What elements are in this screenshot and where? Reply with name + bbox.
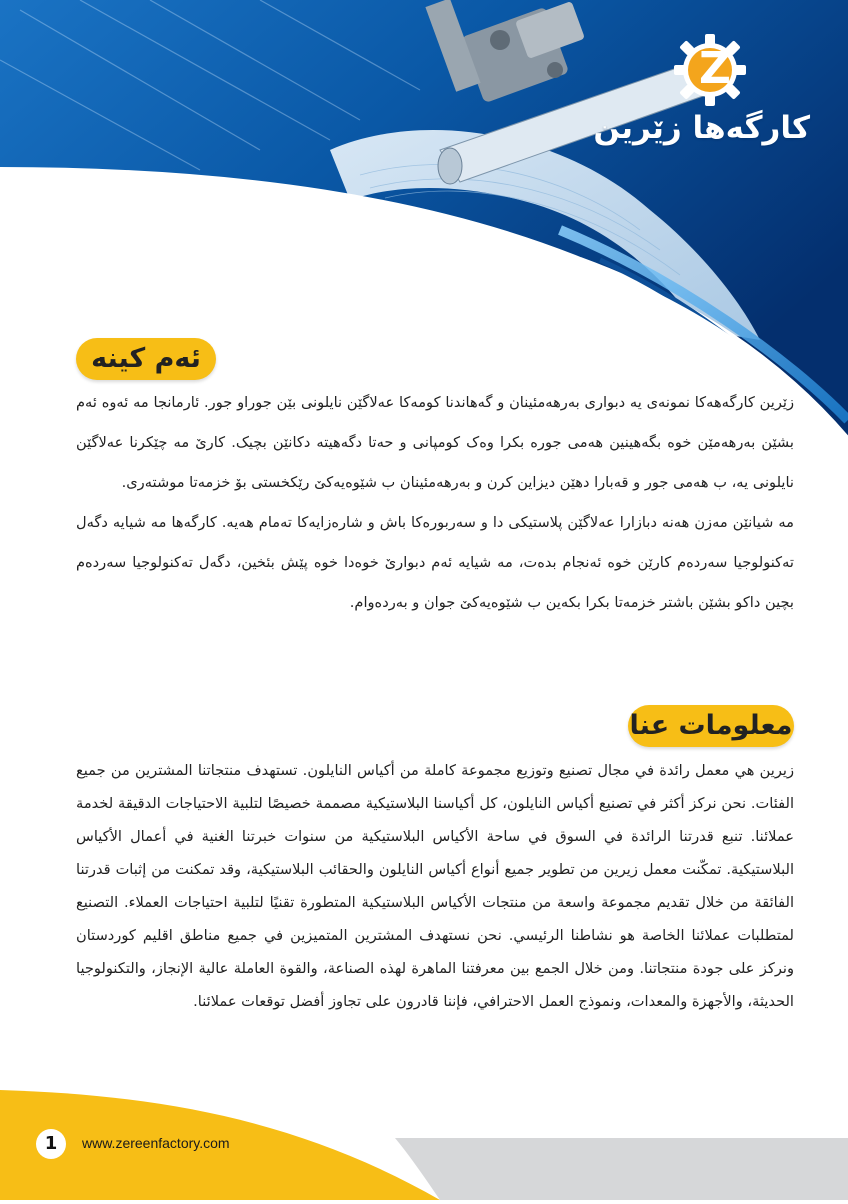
company-logo (593, 28, 810, 158)
company-name: کارگەها زێرین (593, 110, 810, 146)
section-body-arabic (76, 754, 794, 1018)
kurdish-paragraph-1: زێرین کارگەهەکا نمونەی یە دبواری بەرهەمئینان و گەهاندنا کومەکا عەلاگێن نایلونی بێن جوراو جور. ئارمانجا مە ئەوە ئەم بشێن بەرهەمێن خوە بگەهینین هەمی جورە بکرا وەک کومپانی و حەتا دگەهیتە دکانێن بچیک. کارێ مە چێکرنا عەلاگێن نایلونی یە، ب هەمی جور و قەبارا دهێن دیزاین کرن و بەرهەمئینان ب شێوەیەکێ رێکخستی بۆ خزمەتا موشتەری. (76, 394, 794, 491)
arabic-paragraph: زيرين هي معمل رائدة في مجال تصنيع وتوزيع مجموعة كاملة من أكياس النايلون. تستهدف منتجاتنا المشترين من جميع الفئات. نحن نركز أكثر في تصنيع أكياس النايلون، كل أكياسنا البلاستيكية مصممة خصيصًا لتلبية الاحتياجات الدقيقة لخدمة عملائنا. تنبع قدرتنا الرائدة في السوق في ساحة الأكياس البلاستيكية من سنوات خبرتنا الغنية في أعمال الأكياس البلاستيكية. تمكّنت معمل زيرين من تطوير جميع أنواع أكياس النايلون والحقائب البلاستيكية، وقد تمكنت من إثبات قدرتنا الفائقة من خلال تقديم مجموعة واسعة من منتجات الأكياس البلاستيكية المتطورة تقنيًا لتلبية احتياجات العملاء. التصنيع لمتطلبات عملائنا الخاصة هو نشاطنا الرئيسي. نحن نستهدف المشترين المتميزين في جميع مناطق اقليم كوردستان ونركز على جودة منتجاتنا. ومن خلال الجمع بين معرفتنا الماهرة لهذه الصناعة، والقوة العاملة عالية الإنجاز، والتكنولوجيا الحديثة، والأجهزة والمعدات، ونموذج العمل الاحترافي، فإننا قادرون على تجاوز أفضل توقعات عملائنا. (76, 762, 794, 1010)
website-link[interactable]: www.zereenfactory.com (82, 1135, 230, 1151)
footer-gray-band (395, 1138, 848, 1200)
section-body-kurdish (76, 383, 794, 623)
section-title-kurdish: ئەم کینە (76, 338, 216, 380)
page-number: 1 (36, 1129, 66, 1159)
logo-letter: Z (699, 43, 731, 94)
section-title-arabic: معلومات عنا (628, 705, 794, 747)
kurdish-paragraph-2: مە شیانێن مەزن هەنە دبازارا عەلاگێن پلاستیکی دا و سەربورەکا باش و شارەزایەکا تەمام هەیە. کارگەها مە شیایە دگەل تەکنولوجیا سەردەم کارێن خوە ئەنجام بدەت، مە شیایە ئەم دبوارێ خوەدا خوە پێش بئخین، دگەل تەکنولوجیا سەردەم بچین داکو بشێن باشتر خزمەتا بکرا بکەین ب شێوەیەکێ جوان و بەردەوام. (76, 514, 794, 611)
